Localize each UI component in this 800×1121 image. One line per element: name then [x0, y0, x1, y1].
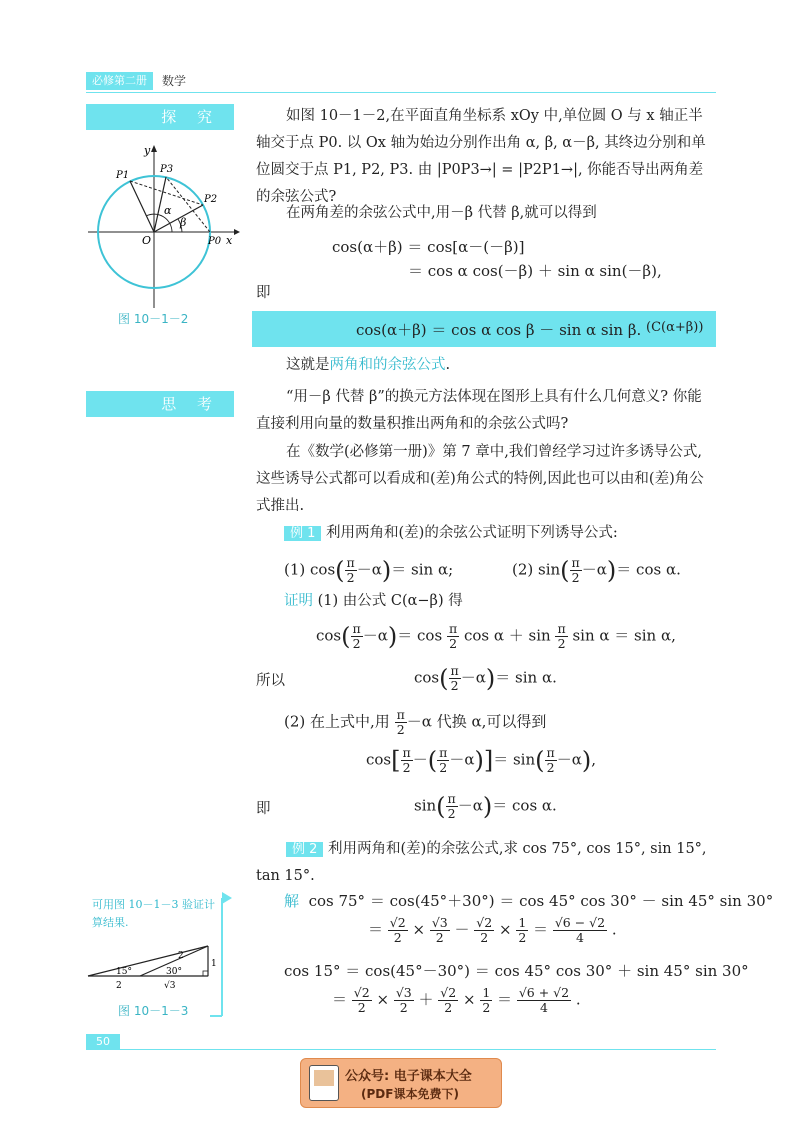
- minus-alpha: －α: [457, 796, 483, 815]
- label-p2: P2: [204, 194, 218, 205]
- promo-banner[interactable]: [300, 1058, 502, 1108]
- example2-text: 利用两角和(差)的余弦公式,求 cos 75°, cos 15°, sin 15°, tan 15°.: [256, 841, 707, 884]
- definition-term: 两角和的余弦公式: [329, 357, 446, 373]
- two-den: 2: [352, 636, 361, 651]
- radius-p2: [154, 205, 203, 232]
- formula-tag: (C(α+β)): [646, 320, 704, 335]
- fraction: [517, 986, 571, 1015]
- minus-alpha: －α: [362, 626, 388, 645]
- fraction-denominator: 2: [518, 930, 527, 945]
- proof-line: [284, 588, 463, 615]
- result2-post: ＝ cos α.: [492, 796, 557, 815]
- right-angle: [203, 971, 208, 976]
- eq2-post: ＝ sin: [493, 750, 536, 769]
- fraction-denominator: 2: [357, 1000, 366, 1015]
- eq1-c: sin α ＝ sin α,: [572, 626, 676, 645]
- label-beta: β: [180, 216, 187, 229]
- fraction-numerator: √2: [353, 985, 370, 1000]
- solution-line3: cos 15° ＝ cos(45°－30°) ＝ cos 45° cos 30° ＋ sin 45° sin 30°: [284, 962, 749, 980]
- fraction-numerator: √2: [476, 915, 493, 930]
- pi-num: π: [402, 745, 411, 760]
- sum-cosine-formula: cos(α＋β) ＝ cos α cos β － sin α sin β.: [356, 321, 642, 339]
- fraction: [394, 986, 414, 1015]
- operator: ＝: [528, 920, 553, 939]
- proof-step2: [284, 708, 546, 737]
- example1-text: 利用两角和(差)的余弦公式证明下列诱导公式:: [326, 525, 618, 541]
- fraction-numerator: √6 − √2: [554, 915, 606, 930]
- pi-num: π: [396, 707, 405, 722]
- example1-line: [284, 520, 618, 547]
- example1-label: 例 1: [284, 526, 321, 541]
- page-number: 50: [86, 1034, 120, 1050]
- fraction: [438, 986, 458, 1015]
- minus-alpha: －α: [449, 750, 475, 769]
- induction-paragraph: 在《数学(必修第一册)》第 7 章中,我们曾经学习过许多诱导公式,这些诱导公式都可以看成和(差)角公式的特例,因此也可以由和(差)角公式推出.: [256, 444, 704, 514]
- label-1: 1: [211, 959, 217, 969]
- pi-num: π: [447, 791, 456, 806]
- two-den: 2: [439, 760, 448, 775]
- definition-prefix: 这就是: [286, 357, 330, 373]
- two-den: 2: [396, 722, 405, 737]
- operator: ＝: [368, 920, 388, 939]
- fraction: [480, 986, 492, 1015]
- figure-caption-2: 图 10－1－3: [118, 1004, 189, 1018]
- derivation-line1: cos(α＋β) ＝ cos[α－(－β)]: [332, 238, 525, 256]
- fraction-numerator: √2: [389, 915, 406, 930]
- definition-suffix: .: [445, 357, 451, 373]
- operator: ＝: [492, 990, 517, 1009]
- minus-alpha: －α: [556, 750, 582, 769]
- fraction-denominator: 2: [435, 930, 444, 945]
- label-x: x: [226, 234, 233, 247]
- explore-paragraph: 如图 10－1－2,在平面直角坐标系 xOy 中,单位圆 O 与 x 轴正半轴交于点 P0. 以 Ox 轴为始边分别作出角 α, β, α－β, 其终边分别和单位圆交于点 P1, P2, P3. 由 |P0P3→| = |P2P1→|, 你能否导出两角差的余弦公式?: [256, 108, 706, 205]
- operator: ×: [494, 920, 517, 939]
- banner-line2: (PDF课本免费下): [361, 1087, 459, 1101]
- bracket-arrow: [222, 892, 232, 904]
- operator: ×: [458, 990, 481, 1009]
- step2-post: －α 代换 α,可以得到: [406, 712, 547, 731]
- label-p3: P3: [160, 164, 174, 175]
- cos-word: cos: [366, 750, 392, 769]
- two-den: 2: [449, 636, 458, 651]
- operator: ＝: [332, 990, 352, 1009]
- two-den: 2: [346, 570, 355, 585]
- step2-pre: (2) 在上式中,用: [284, 712, 390, 731]
- fraction-numerator: 1: [482, 985, 491, 1000]
- margin-note: 可用图 10－1－3 验证计算结果.: [92, 898, 215, 929]
- hyp-15: [88, 946, 208, 976]
- fraction: [516, 916, 528, 945]
- pi-num: π: [352, 621, 361, 636]
- explore-heading: 探 究: [86, 104, 234, 130]
- subject-label: 数学: [162, 74, 187, 88]
- cos-word: cos: [414, 668, 440, 687]
- label-p1: P1: [116, 170, 130, 181]
- ji-label-2: 即: [256, 801, 271, 817]
- eq1-post: ＝ cos: [397, 626, 443, 645]
- x-arrow: [234, 229, 240, 235]
- two-den: 2: [450, 678, 459, 693]
- suoyi-label: 所以: [256, 673, 285, 689]
- solution-label: 解: [284, 892, 300, 910]
- example2-paragraph: [256, 836, 716, 890]
- example1-item1: (1) cos( $\frac{\pi}{2}$ －α)＝ sin α;: [284, 555, 454, 585]
- pi-num: π: [546, 745, 555, 760]
- two-den: 2: [546, 760, 555, 775]
- banner-icon-inner: [314, 1070, 334, 1086]
- fraction-numerator: √3: [431, 915, 448, 930]
- example1-item2: (2) sin( $\frac{\pi}{2}$ －α)＝ cos α.: [512, 555, 681, 585]
- label-alpha: α: [164, 204, 172, 217]
- derivation-line2: ＝ cos α cos(－β) ＋ sin α sin(－β),: [408, 262, 662, 280]
- fraction-denominator: 2: [482, 1000, 491, 1015]
- proof-equation1: cos( $\frac{\pi}{2}$ －α)＝ cos $\frac{\pi}{2}$ cos α ＋ sin $\frac{\pi}{2}$ sin α ＝ sin α,: [316, 621, 676, 651]
- triangle-figure: [86, 940, 216, 1000]
- proof-equation2: cos[ $\frac{\pi}{2}$ －( $\frac{\pi}{2}$ －α)]＝ sin( $\frac{\pi}{2}$ －α),: [366, 745, 597, 775]
- cos-word: cos: [316, 626, 342, 645]
- banner-icon: [309, 1065, 339, 1101]
- chord-p1p2: [130, 181, 203, 205]
- operator: ×: [407, 920, 430, 939]
- example2-label: 例 2: [286, 842, 323, 857]
- minus-alpha: －α: [356, 560, 382, 579]
- fraction-denominator: 2: [444, 1000, 453, 1015]
- fraction: [388, 916, 408, 945]
- fraction-denominator: 2: [393, 930, 402, 945]
- substitution-paragraph: 在两角差的余弦公式中,用－β 代替 β,就可以得到: [286, 205, 597, 221]
- two-den: 2: [557, 636, 566, 651]
- proof-label: 证明: [284, 593, 313, 609]
- sol1-text: cos 75° ＝ cos(45°＋30°) ＝ cos 45° cos 30° － sin 45° sin 30°: [308, 892, 774, 910]
- fraction-numerator: 1: [518, 915, 527, 930]
- fraction-denominator: 4: [575, 930, 584, 945]
- item2-pre: (2) sin: [512, 560, 561, 579]
- fraction-numerator: √3: [395, 985, 412, 1000]
- pi-num: π: [557, 621, 566, 636]
- label-2-hyp: 2: [178, 951, 184, 961]
- proof-result2: sin( $\frac{\pi}{2}$ －α)＝ cos α.: [414, 791, 557, 821]
- operator: －: [449, 920, 475, 939]
- ji-label-1: 即: [256, 285, 271, 301]
- eq1-b: cos α ＋ sin: [463, 626, 551, 645]
- book-tag: 必修第二册: [86, 72, 153, 90]
- think-paragraph: “用－β 代替 β”的换元方法体现在图形上具有什么几何意义? 你能直接利用向量的数量积推出两角和的余弦公式吗?: [256, 389, 702, 432]
- item1-post: ＝ sin α;: [391, 560, 454, 579]
- label-30deg: 30°: [166, 967, 182, 977]
- unit-circle-figure: [86, 140, 246, 310]
- banner-line1: 公众号: 电子课本大全: [345, 1069, 472, 1084]
- operator: .: [571, 990, 581, 1009]
- label-15deg: 15°: [116, 967, 132, 977]
- footer-rule: [86, 1049, 716, 1050]
- header-rule: [86, 92, 716, 93]
- fraction-denominator: 2: [480, 930, 489, 945]
- label-root3: √3: [164, 981, 176, 991]
- proof-result1: cos( $\frac{\pi}{2}$ －α)＝ sin α.: [414, 663, 557, 693]
- pi-num: π: [346, 555, 355, 570]
- minus-alpha: －α: [581, 560, 607, 579]
- solution-line1: [284, 890, 773, 911]
- fraction: [430, 916, 450, 945]
- fraction: [474, 916, 494, 945]
- result1-post: ＝ sin α.: [495, 668, 557, 687]
- radius-p1: [130, 181, 154, 232]
- operator: .: [607, 920, 617, 939]
- sin-word: sin: [414, 796, 437, 815]
- two-den: 2: [571, 570, 580, 585]
- think-heading: 思 考: [86, 391, 234, 417]
- note-bracket: [210, 892, 250, 1022]
- y-arrow: [151, 145, 157, 152]
- two-den: 2: [402, 760, 411, 775]
- label-2-base: 2: [116, 981, 122, 991]
- label-p0: P0: [208, 236, 222, 247]
- item1-pre: (1) cos: [284, 560, 336, 579]
- minus-alpha: －α: [460, 668, 486, 687]
- figure-caption-1: 图 10－1－2: [118, 312, 189, 326]
- proof-step1: (1) 由公式 C(α−β) 得: [317, 593, 463, 609]
- fraction-numerator: √6 + √2: [518, 985, 570, 1000]
- fraction-denominator: 4: [539, 1000, 548, 1015]
- fraction-numerator: √2: [440, 985, 457, 1000]
- label-y: y: [144, 144, 151, 157]
- pi-num: π: [448, 621, 458, 636]
- pi-num: π: [571, 555, 580, 570]
- eq2-mid: －: [412, 750, 428, 769]
- fraction-denominator: 2: [399, 1000, 408, 1015]
- label-o: O: [142, 234, 152, 247]
- two-den: 2: [447, 806, 456, 821]
- operator: ×: [371, 990, 394, 1009]
- definition-line: [286, 352, 450, 379]
- pi-num: π: [439, 745, 448, 760]
- fraction: [352, 986, 372, 1015]
- operator: ＋: [413, 990, 439, 1009]
- pi-num: π: [450, 663, 459, 678]
- solution-line4: [332, 986, 581, 1015]
- fraction: [553, 916, 607, 945]
- solution-line2: [368, 916, 617, 945]
- item2-post: ＝ cos α.: [616, 560, 681, 579]
